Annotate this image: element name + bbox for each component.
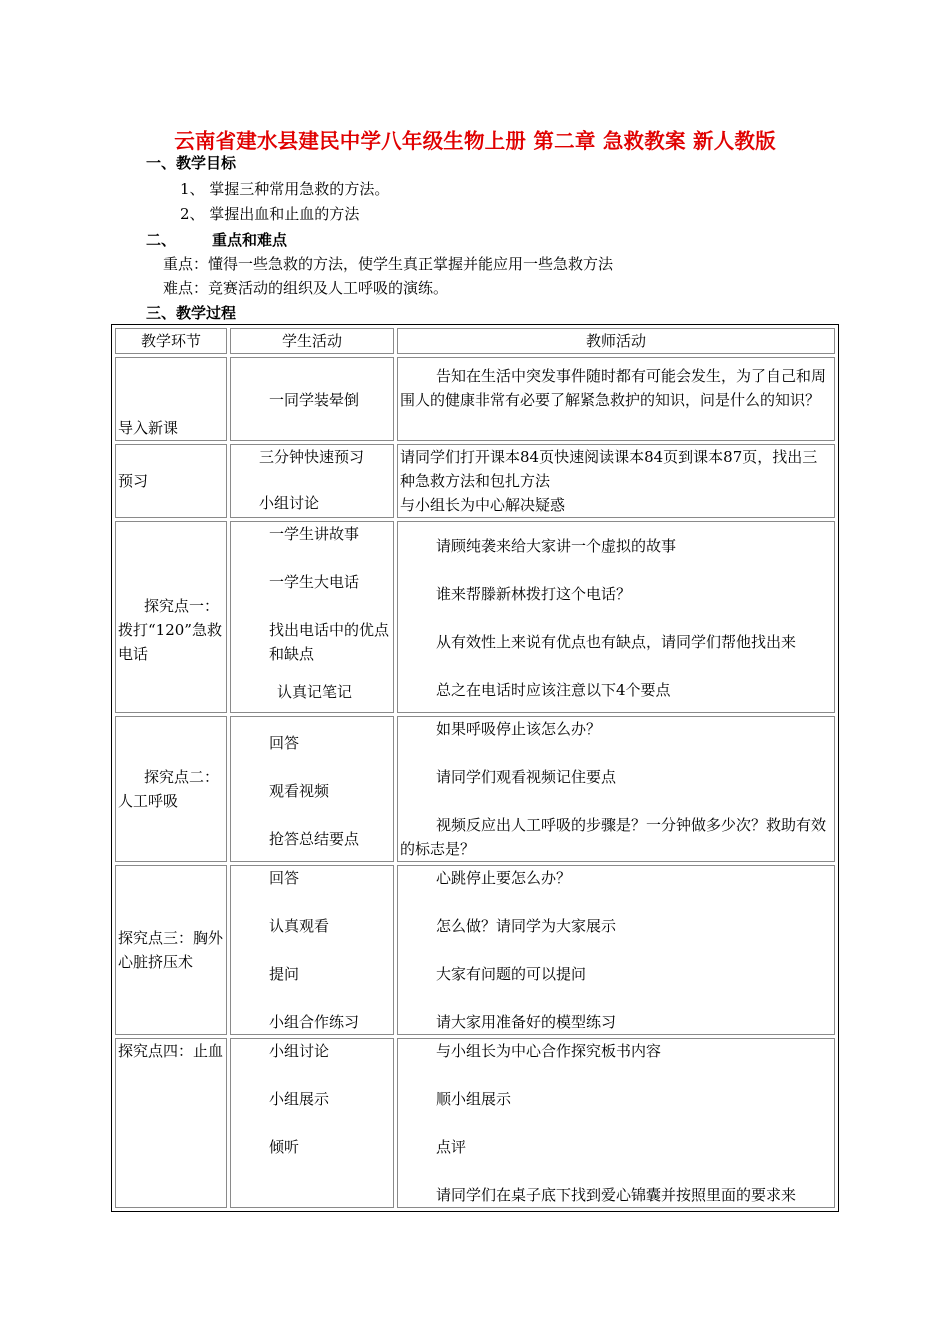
key-heading-text: 重点和难点 [212, 231, 288, 249]
stage-cell [115, 357, 227, 441]
teacher-cell [397, 1038, 835, 1208]
stage-text: 探究点一：拨打“120”急救电话 [118, 597, 222, 663]
stage-text: 探究点四：止血 [118, 1042, 224, 1060]
header-stage: 教学环节 [115, 328, 227, 354]
header-student-activity: 学生活动 [230, 328, 394, 354]
table-header-row [115, 328, 835, 354]
teaching-process-table [111, 324, 839, 1212]
teacher-text: 大家有问题的可以提问 [436, 965, 587, 983]
student-cell [230, 444, 394, 518]
difficult-point: 难点：竞赛活动的组织及人工呼吸的演练。 [163, 279, 449, 297]
teacher-text: 从有效性上来说有优点也有缺点，请同学们帮他找出来 [436, 633, 797, 651]
student-text: 回答 [269, 734, 300, 752]
student-text: 提问 [269, 965, 300, 983]
teacher-cell [397, 444, 835, 518]
student-cell [230, 716, 394, 862]
document-title: 云南省建水县建民中学八年级生物上册 第二章 急救教案 新人教版 [174, 129, 776, 153]
student-text: 认真记笔记 [277, 683, 353, 701]
table-row [115, 444, 835, 518]
student-cell [230, 357, 394, 441]
student-text: 倾听 [269, 1138, 300, 1156]
teacher-text: 如果呼吸停止该怎么办？ [436, 720, 602, 738]
table-row [115, 521, 835, 713]
student-cell [230, 865, 394, 1035]
student-text: 回答 [269, 869, 300, 887]
student-text: 小组讨论 [259, 494, 320, 512]
teacher-text: 请大家用准备好的模型练习 [436, 1013, 617, 1031]
teacher-text: 点评 [436, 1138, 467, 1156]
teacher-text: 谁来帮滕新林拨打这个电话？ [436, 585, 632, 603]
table-row [115, 1038, 835, 1208]
student-text: 观看视频 [269, 782, 330, 800]
teacher-text: 总之在电话时应该注意以下4个要点 [436, 681, 671, 699]
student-text: 小组展示 [269, 1090, 330, 1108]
teacher-text: 请顾纯袭来给大家讲一个虚拟的故事 [436, 537, 677, 555]
stage-cell [115, 521, 227, 713]
teacher-cell [397, 716, 835, 862]
teacher-text: 告知在生活中突发事件随时都有可能会发生，为了自己和周围人的健康非常有必要了解紧急救护的知识，问是什么的知识？ [400, 367, 827, 409]
teacher-text: 视频反应出人工呼吸的步骤是？一分钟做多少次？救助有效的标志是？ [400, 816, 827, 858]
student-text: 抢答总结要点 [269, 830, 360, 848]
table-row [115, 716, 835, 862]
student-text: 一学生讲故事 [269, 525, 360, 543]
stage-cell [115, 716, 227, 862]
teacher-cell [397, 865, 835, 1035]
teacher-cell [397, 357, 835, 441]
teacher-text: 请同学们打开课本84页快速阅读课本84页到课本87页，找出三种急救方法和包扎方法 [400, 448, 818, 490]
teacher-text: 与小组长为中心解决疑惑 [400, 496, 566, 514]
teacher-text: 心跳停止要怎么办？ [436, 869, 572, 887]
stage-text: 探究点二：人工呼吸 [118, 768, 220, 810]
stage-cell [115, 865, 227, 1035]
teacher-text: 怎么做？请同学为大家展示 [436, 917, 617, 935]
student-cell [230, 521, 394, 713]
stage-text: 预习 [118, 472, 149, 490]
header-teacher-activity: 教师活动 [397, 328, 835, 354]
student-text: 三分钟快速预习 [259, 448, 365, 466]
student-text: 找出电话中的优点和缺点 [269, 621, 390, 663]
goal-item-2: 2、 掌握出血和止血的方法 [180, 205, 360, 223]
stage-cell [115, 1038, 227, 1208]
goal-item-1: 1、 掌握三种常用急救的方法。 [180, 180, 390, 198]
table-row [115, 865, 835, 1035]
stage-cell [115, 444, 227, 518]
process-heading: 三、教学过程 [146, 304, 237, 322]
table-row [115, 357, 835, 441]
student-text: 小组合作练习 [269, 1013, 360, 1031]
student-text: 一学生大电话 [269, 573, 360, 591]
goals-heading: 一、教学目标 [146, 154, 237, 172]
teacher-text: 请同学们观看视频记住要点 [436, 768, 617, 786]
teacher-text: 顺小组展示 [436, 1090, 512, 1108]
key-point: 重点：懂得一些急救的方法，使学生真正掌握并能应用一些急救方法 [163, 255, 614, 273]
stage-text: 探究点三：胸外心脏挤压术 [118, 929, 224, 971]
student-text: 小组讨论 [269, 1042, 330, 1060]
key-heading-number: 二、 [146, 231, 177, 249]
student-text: 一同学装晕倒 [269, 391, 360, 409]
stage-text: 导入新课 [118, 419, 179, 437]
teacher-text: 与小组长为中心合作探究板书内容 [436, 1042, 662, 1060]
student-cell [230, 1038, 394, 1208]
teacher-text: 请同学们在桌子底下找到爱心锦囊并按照里面的要求来 [436, 1186, 797, 1204]
student-text: 认真观看 [269, 917, 330, 935]
teacher-cell [397, 521, 835, 713]
